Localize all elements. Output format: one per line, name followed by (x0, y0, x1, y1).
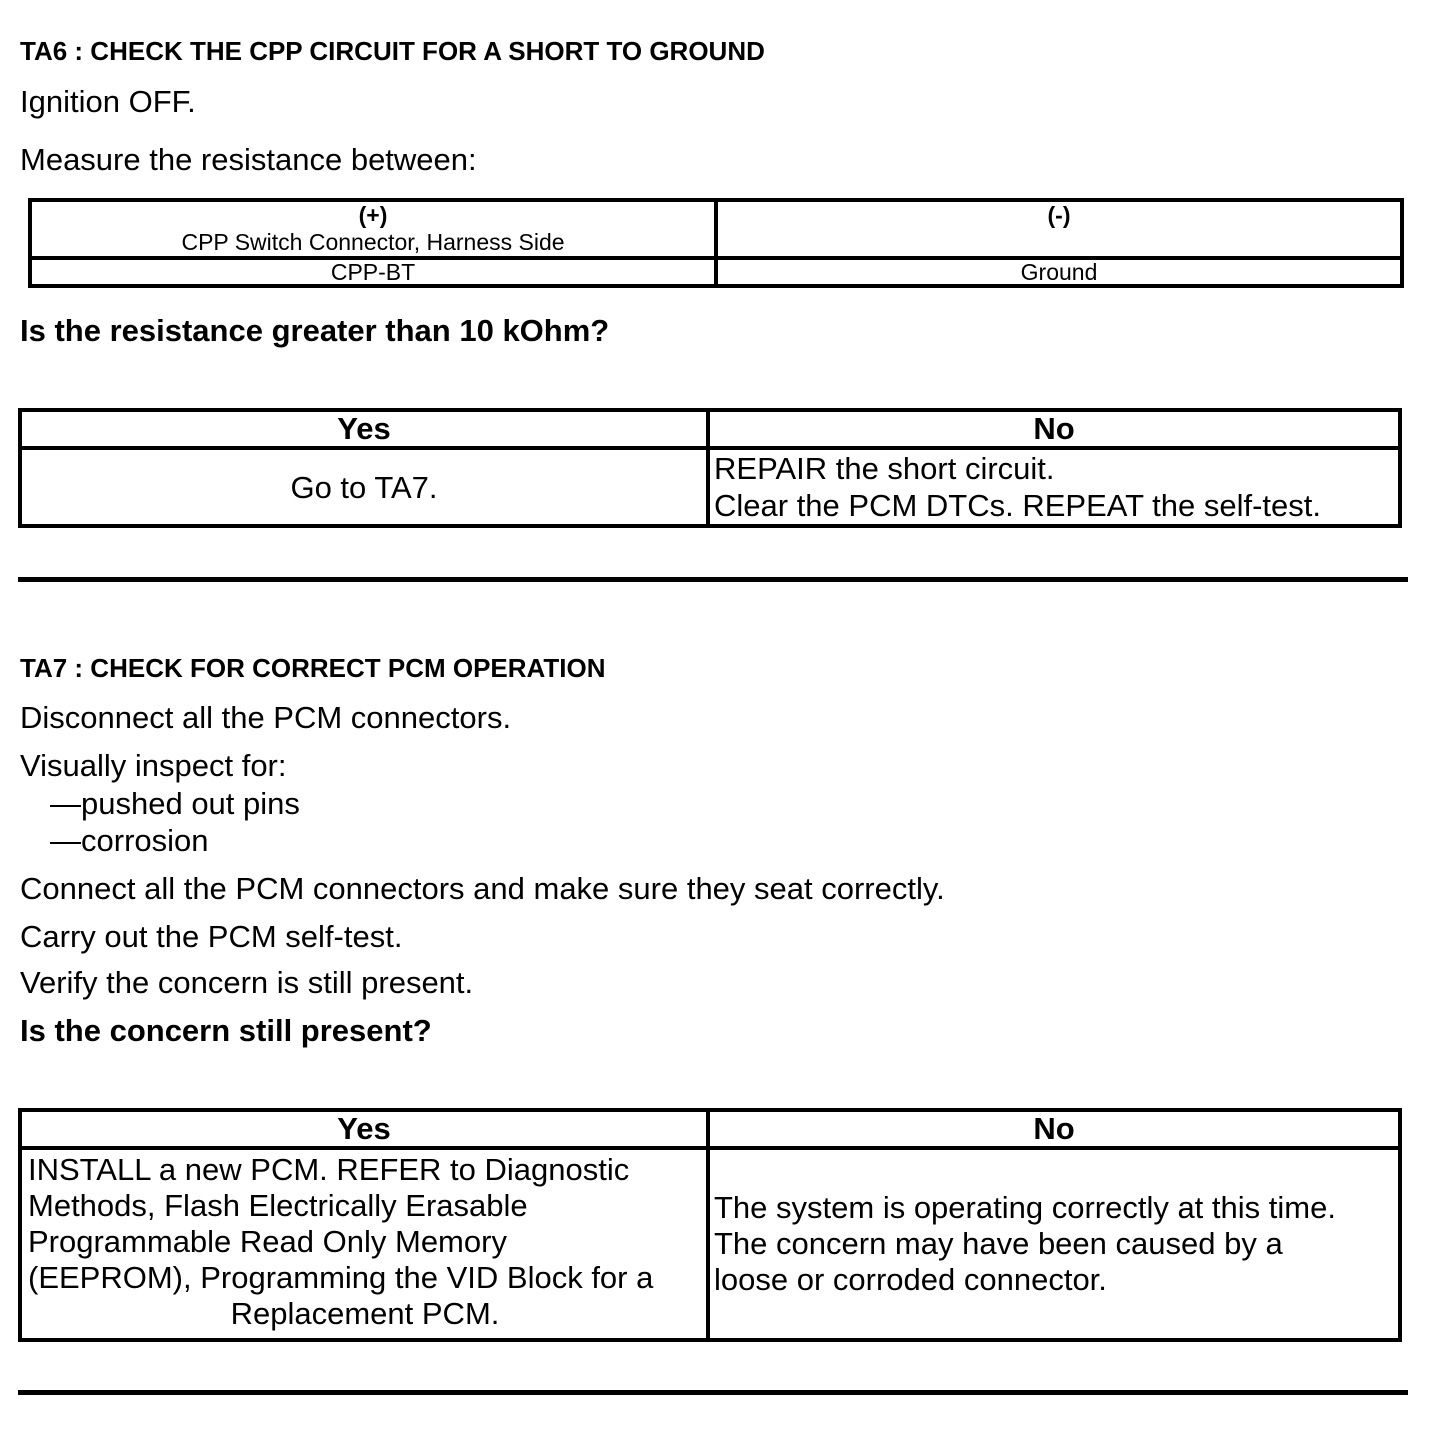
ta7-no-cell (708, 1148, 1400, 1340)
ta6-step-ignition: Ignition OFF. (20, 84, 196, 119)
inspect-item-pins: —pushed out pins (50, 786, 300, 821)
ta7-no-line-1: The system is operating correctly at this time. (714, 1190, 1336, 1225)
ta7-no-line-2: The concern may have been caused by a (714, 1226, 1283, 1261)
ta6-heading: TA6 : CHECK THE CPP CIRCUIT FOR A SHORT TO GROUND (20, 36, 765, 66)
ta7-no-line-3: loose or corroded connector. (714, 1262, 1107, 1297)
inspect-item-corrosion: —corrosion (50, 823, 209, 858)
ta7-step-inspect: Visually inspect for: (20, 748, 287, 783)
plus-subheader: CPP Switch Connector, Harness Side (181, 229, 565, 255)
ta6-question: Is the resistance greater than 10 kOhm? (20, 313, 610, 348)
ta7-yes-line-4: (EEPROM), Programming the VID Block for a (28, 1260, 654, 1295)
ta7-result-table (18, 1108, 1402, 1342)
section-divider-bottom (18, 1390, 1408, 1395)
ta7-yes-line-3: Programmable Read Only Memory (28, 1224, 507, 1259)
ta6-yes-header: Yes (20, 410, 708, 448)
ta7-yes-line-2: Methods, Flash Electrically Erasable (28, 1188, 528, 1223)
ta7-yes-line-5: Replacement PCM. (230, 1296, 500, 1331)
plus-header-cell (30, 200, 716, 258)
ta6-no-header: No (708, 410, 1400, 448)
ta7-step-connect: Connect all the PCM connectors and make sure they seat correctly. (20, 871, 945, 906)
plus-header: (+) (358, 202, 388, 228)
plus-value: CPP-BT (30, 258, 716, 286)
ta6-no-cell (708, 448, 1400, 526)
ta7-yes-line-1: INSTALL a new PCM. REFER to Diagnostic (28, 1152, 630, 1187)
ta6-yes-cell: Go to TA7. (20, 448, 708, 526)
ta6-step-measure: Measure the resistance between: (20, 142, 477, 177)
ta7-heading: TA7 : CHECK FOR CORRECT PCM OPERATION (20, 653, 606, 683)
minus-header-cell (716, 200, 1402, 258)
measurement-table (28, 198, 1404, 288)
ta6-no-line-1: REPAIR the short circuit. (714, 451, 1055, 486)
ta7-question: Is the concern still present? (20, 1013, 432, 1048)
minus-value: Ground (716, 258, 1402, 286)
section-divider (18, 577, 1408, 582)
ta7-no-header: No (708, 1110, 1400, 1148)
minus-header: (-) (1047, 202, 1071, 228)
ta7-step-verify: Verify the concern is still present. (20, 965, 474, 1000)
ta7-yes-header: Yes (20, 1110, 708, 1148)
ta7-step-disconnect: Disconnect all the PCM connectors. (20, 700, 512, 735)
ta7-yes-cell (20, 1148, 708, 1340)
ta6-result-table (18, 408, 1402, 528)
ta7-step-selftest: Carry out the PCM self-test. (20, 919, 403, 954)
ta6-no-line-2: Clear the PCM DTCs. REPEAT the self-test. (714, 488, 1321, 523)
